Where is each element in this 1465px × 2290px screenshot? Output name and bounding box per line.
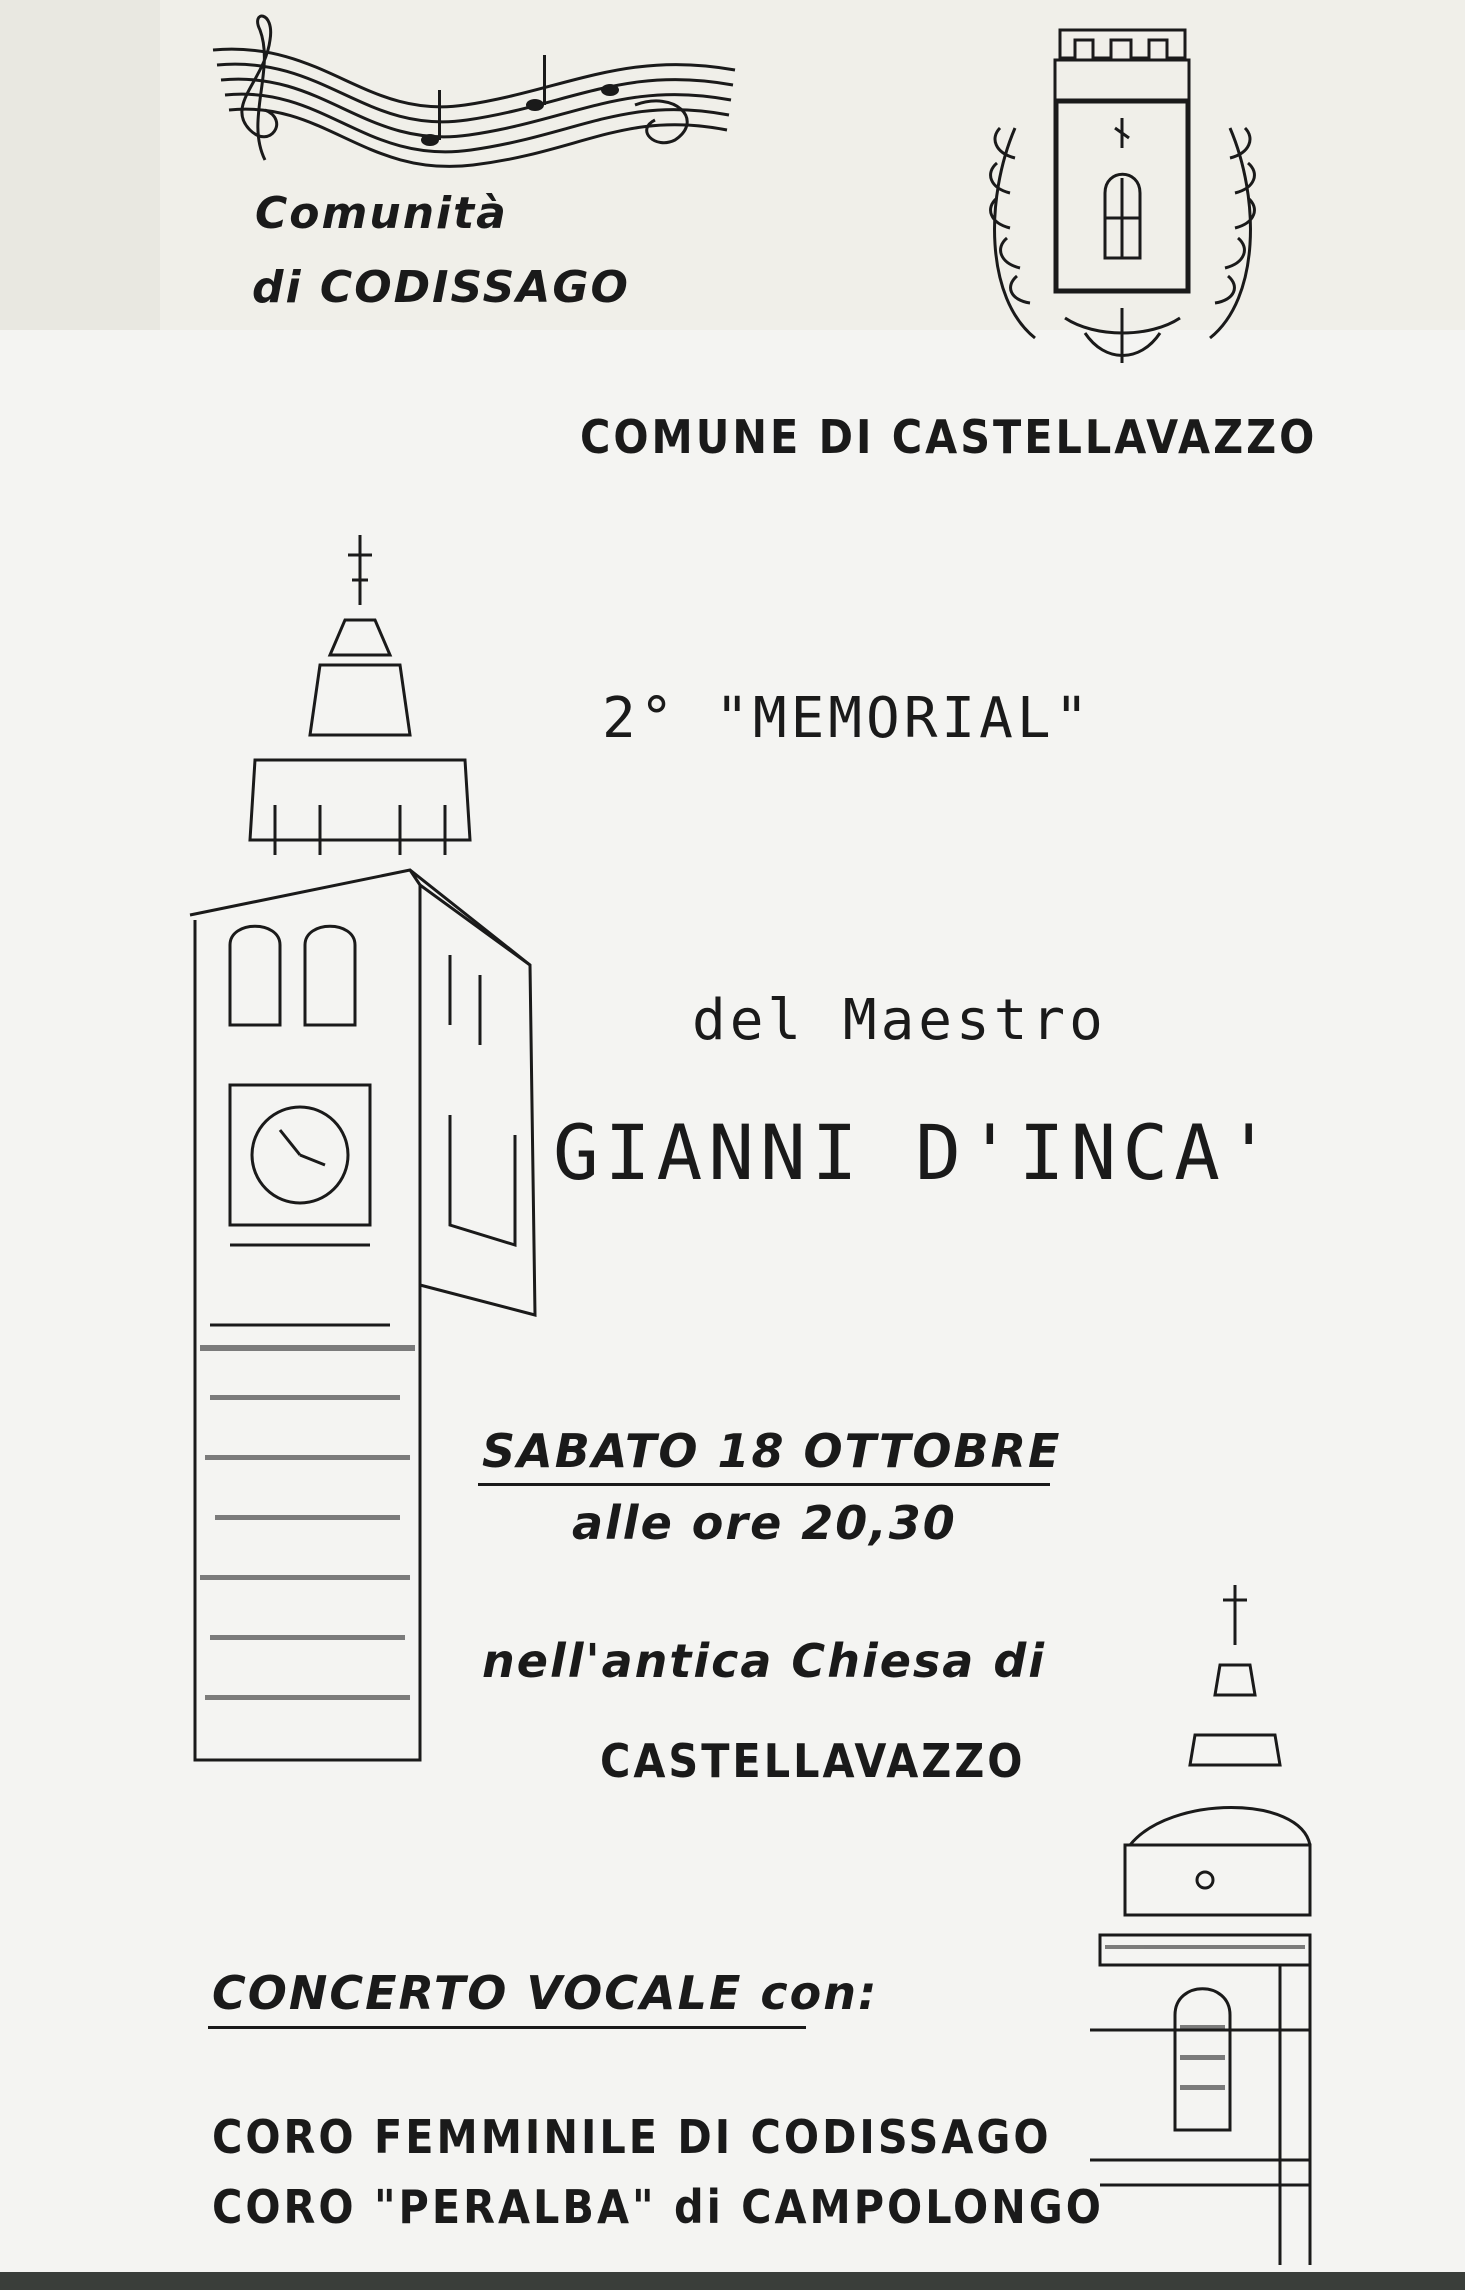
date-underline [478, 1483, 1050, 1486]
venue-town: CASTELLAVAZZO [600, 1734, 1026, 1788]
music-staff-icon [205, 10, 745, 180]
memorial-title: 2° "MEMORIAL" [602, 686, 1093, 751]
paper-left-band [0, 0, 160, 330]
scan-edge [0, 2272, 1465, 2290]
community-label: Comunità [255, 188, 508, 239]
choir-item: CORO FEMMINILE DI CODISSAGO [212, 2110, 1052, 2164]
coat-of-arms-icon [975, 18, 1275, 378]
municipality-heading: COMUNE DI CASTELLAVAZZO [580, 410, 1318, 464]
event-time: alle ore 20,30 [572, 1496, 957, 1550]
dedication-line: del Maestro [692, 988, 1107, 1053]
program-underline [208, 2026, 806, 2029]
program-heading: CONCERTO VOCALE con: [212, 1966, 879, 2020]
choir-item: CORO "PERALBA" di CAMPOLONGO [212, 2180, 1104, 2234]
bell-tower-icon [170, 525, 550, 1775]
event-date: SABATO 18 OTTOBRE [482, 1424, 1062, 1478]
venue-line: nell'antica Chiesa di [482, 1634, 1047, 1688]
church-tower-icon [1080, 1575, 1340, 2275]
community-name: di CODISSAGO [252, 262, 630, 313]
honoree-name: GIANNI D'INCA' [553, 1108, 1278, 1197]
